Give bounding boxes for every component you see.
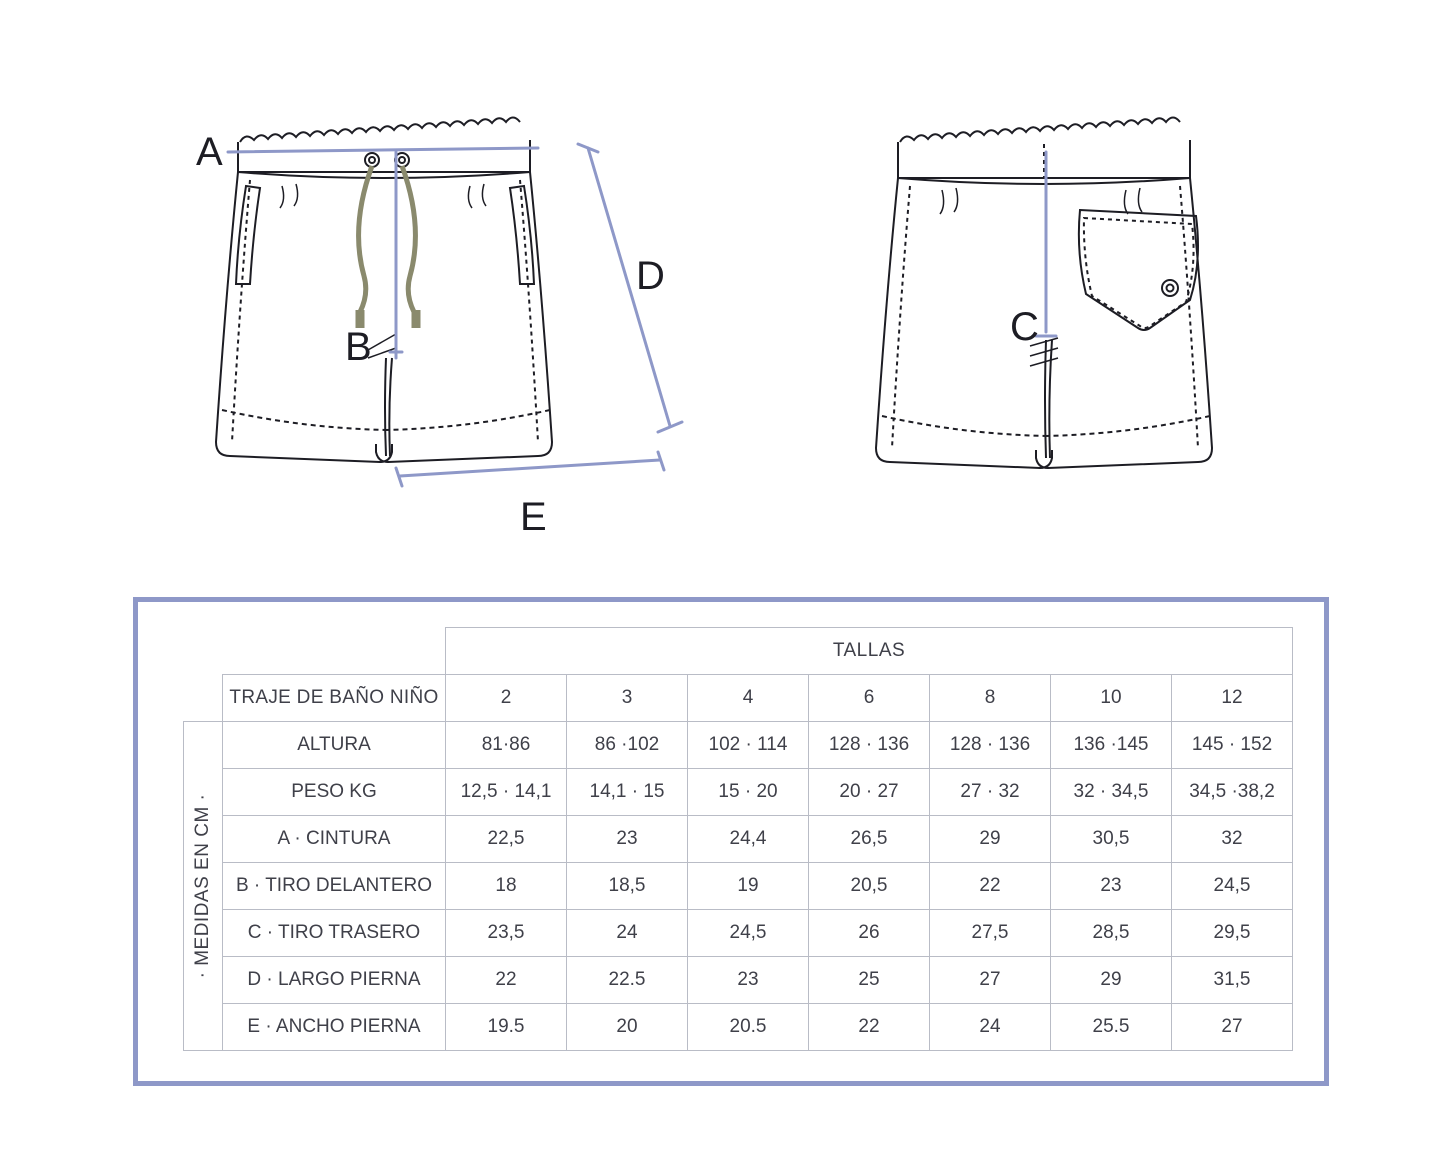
table-row — [184, 957, 1293, 1004]
size-header-1: 3 — [567, 675, 688, 722]
cell-6-2: 20.5 — [688, 1004, 809, 1051]
row-label-1: PESO KG — [223, 769, 446, 816]
cell-3-3: 20,5 — [809, 863, 930, 910]
table-header-sizes-row — [184, 675, 1293, 722]
cell-4-1: 24 — [567, 910, 688, 957]
cell-0-1: 86 ·102 — [567, 722, 688, 769]
product-title: TRAJE DE BAÑO NIÑO — [223, 675, 446, 722]
cell-3-2: 19 — [688, 863, 809, 910]
cell-4-0: 23,5 — [446, 910, 567, 957]
cell-5-6: 31,5 — [1172, 957, 1293, 1004]
row-label-0: ALTURA — [223, 722, 446, 769]
callout-label-c: C — [1010, 305, 1039, 349]
size-header-2: 4 — [688, 675, 809, 722]
row-label-2: A · CINTURA — [223, 816, 446, 863]
size-header-6: 12 — [1172, 675, 1293, 722]
spacer-cell-title — [223, 628, 446, 675]
cell-5-5: 29 — [1051, 957, 1172, 1004]
cell-4-3: 26 — [809, 910, 930, 957]
cell-6-4: 24 — [930, 1004, 1051, 1051]
cell-0-4: 128 · 136 — [930, 722, 1051, 769]
cell-6-1: 20 — [567, 1004, 688, 1051]
cell-2-5: 30,5 — [1051, 816, 1172, 863]
cell-2-3: 26,5 — [809, 816, 930, 863]
cell-3-0: 18 — [446, 863, 567, 910]
cell-5-3: 25 — [809, 957, 930, 1004]
tallas-header: TALLAS — [446, 628, 1293, 675]
cell-6-6: 27 — [1172, 1004, 1293, 1051]
cell-0-5: 136 ·145 — [1051, 722, 1172, 769]
cell-2-0: 22,5 — [446, 816, 567, 863]
cell-6-0: 19.5 — [446, 1004, 567, 1051]
size-header-3: 6 — [809, 675, 930, 722]
cell-0-0: 81·86 — [446, 722, 567, 769]
callout-label-d: D — [636, 254, 665, 298]
table-row — [184, 1004, 1293, 1051]
units-label: · MEDIDAS EN CM · — [192, 793, 213, 979]
cell-0-3: 128 · 136 — [809, 722, 930, 769]
cell-5-1: 22.5 — [567, 957, 688, 1004]
cell-2-6: 32 — [1172, 816, 1293, 863]
spacer-cell-corner-2 — [184, 675, 223, 722]
size-chart-frame — [133, 597, 1329, 1086]
size-header-5: 10 — [1051, 675, 1172, 722]
cell-1-3: 20 · 27 — [809, 769, 930, 816]
table-row — [184, 769, 1293, 816]
spacer-cell-corner — [184, 628, 223, 675]
cell-4-6: 29,5 — [1172, 910, 1293, 957]
cell-5-4: 27 — [930, 957, 1051, 1004]
cell-1-2: 15 · 20 — [688, 769, 809, 816]
cell-1-4: 27 · 32 — [930, 769, 1051, 816]
table-row — [184, 816, 1293, 863]
cell-1-1: 14,1 · 15 — [567, 769, 688, 816]
callout-label-e: E — [520, 495, 547, 539]
table-row — [184, 910, 1293, 957]
cell-3-5: 23 — [1051, 863, 1172, 910]
table-header-tallas-row — [184, 628, 1293, 675]
row-label-4: C · TIRO TRASERO — [223, 910, 446, 957]
cell-3-6: 24,5 — [1172, 863, 1293, 910]
row-label-6: E · ANCHO PIERNA — [223, 1004, 446, 1051]
callout-label-b: B — [345, 325, 372, 369]
size-header-4: 8 — [930, 675, 1051, 722]
cell-5-0: 22 — [446, 957, 567, 1004]
cell-2-1: 23 — [567, 816, 688, 863]
cell-2-4: 29 — [930, 816, 1051, 863]
cell-4-4: 27,5 — [930, 910, 1051, 957]
cell-0-2: 102 · 114 — [688, 722, 809, 769]
table-row — [184, 722, 1293, 769]
cell-3-1: 18,5 — [567, 863, 688, 910]
row-label-3: B · TIRO DELANTERO — [223, 863, 446, 910]
cell-3-4: 22 — [930, 863, 1051, 910]
cell-2-2: 24,4 — [688, 816, 809, 863]
units-label-cell — [184, 722, 223, 1051]
cell-6-5: 25.5 — [1051, 1004, 1172, 1051]
size-header-0: 2 — [446, 675, 567, 722]
cell-4-5: 28,5 — [1051, 910, 1172, 957]
cell-1-5: 32 · 34,5 — [1051, 769, 1172, 816]
cell-5-2: 23 — [688, 957, 809, 1004]
cell-6-3: 22 — [809, 1004, 930, 1051]
cell-0-6: 145 · 152 — [1172, 722, 1293, 769]
cell-1-6: 34,5 ·38,2 — [1172, 769, 1293, 816]
cell-4-2: 24,5 — [688, 910, 809, 957]
table-row — [184, 863, 1293, 910]
cell-1-0: 12,5 · 14,1 — [446, 769, 567, 816]
back-view-swim-shorts — [780, 100, 1340, 520]
row-label-5: D · LARGO PIERNA — [223, 957, 446, 1004]
callout-label-a: A — [196, 130, 223, 174]
size-chart-table — [183, 627, 1293, 1051]
